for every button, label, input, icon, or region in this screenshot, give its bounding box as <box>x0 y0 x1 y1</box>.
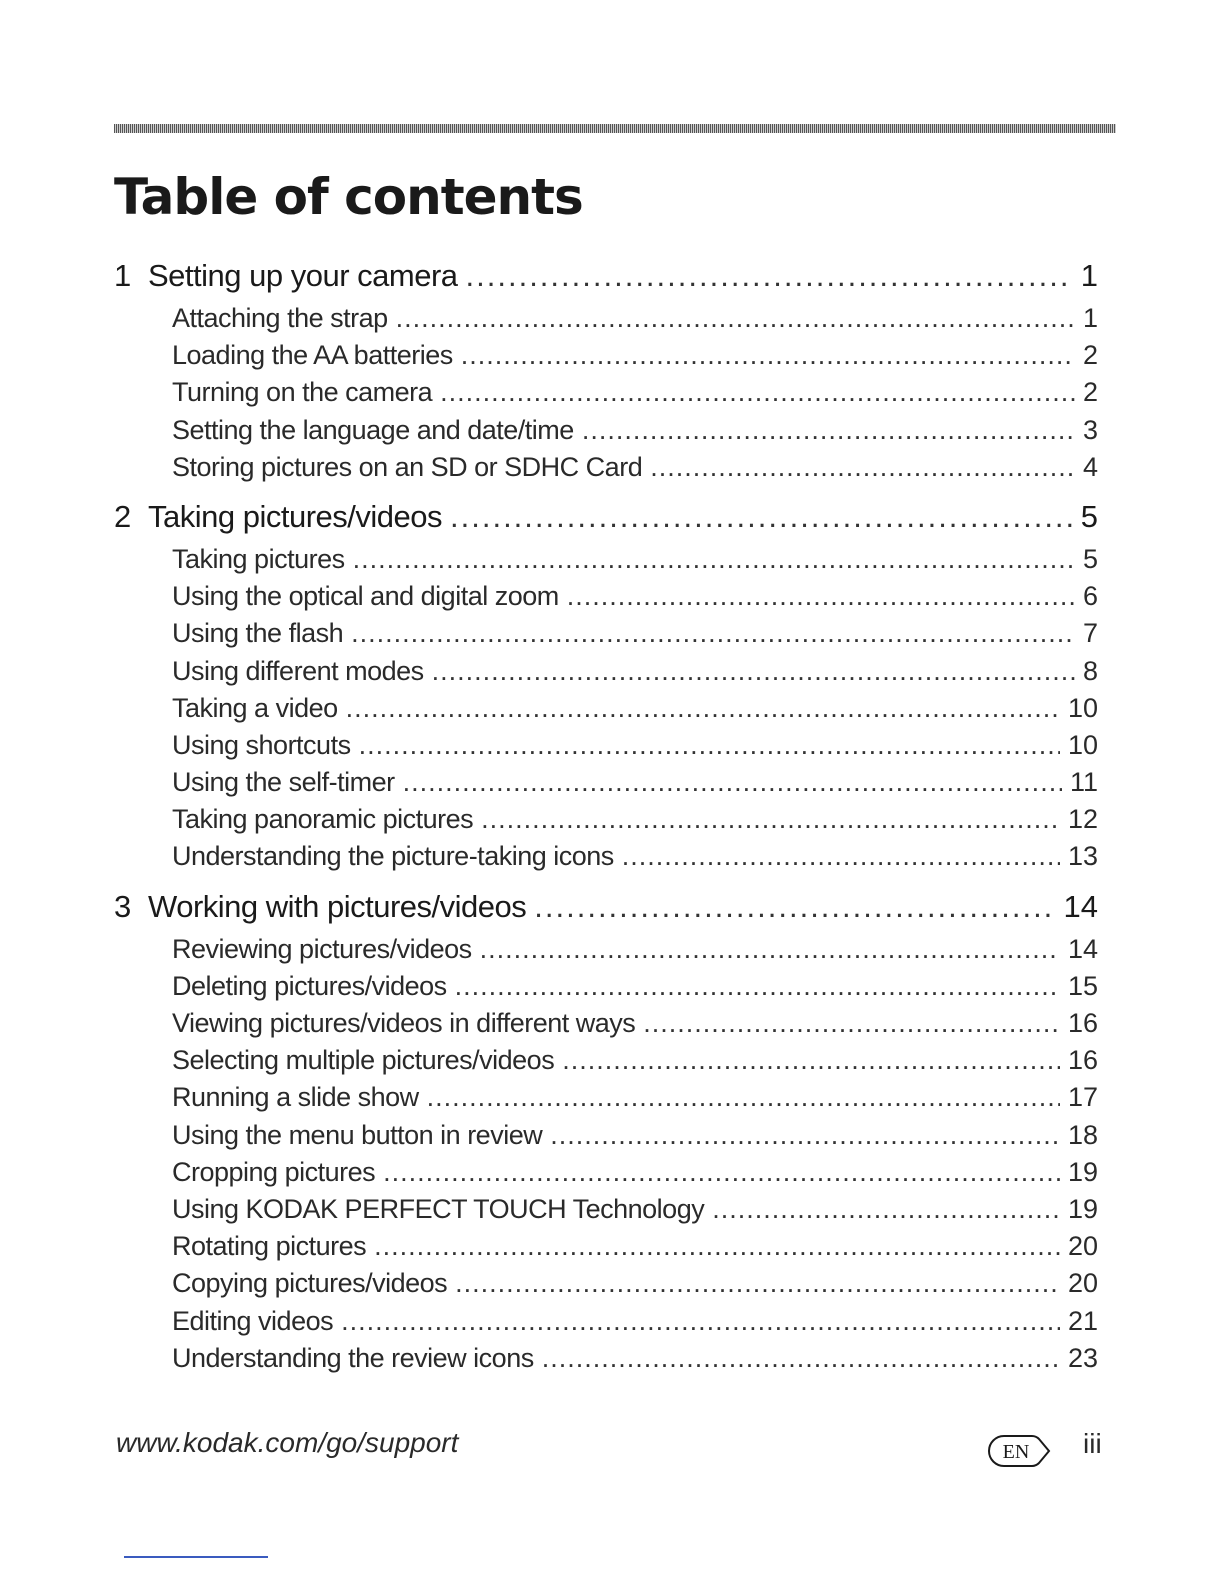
dot-leader <box>341 1306 1060 1337</box>
entry-page: 6 <box>1082 581 1098 612</box>
chapter-number: 1 <box>114 258 132 293</box>
entry-page: 4 <box>1082 451 1098 482</box>
toc-entry[interactable] <box>114 971 1098 1008</box>
entry-page: 8 <box>1082 655 1098 686</box>
entry-page: 7 <box>1082 618 1098 649</box>
dot-leader <box>643 1008 1060 1039</box>
entry-title: Understanding the review icons <box>172 1342 534 1373</box>
entry-page: 21 <box>1067 1305 1098 1336</box>
toc-entry[interactable] <box>114 656 1098 693</box>
dot-leader <box>582 415 1075 446</box>
entry-page: 10 <box>1067 692 1098 723</box>
page-title: Table of contents <box>114 168 583 226</box>
dot-leader <box>353 544 1075 575</box>
entry-title: Reviewing pictures/videos <box>172 933 472 964</box>
chapter-title: Working with pictures/videos <box>148 888 527 924</box>
dot-leader <box>562 1045 1060 1076</box>
entry-page: 17 <box>1067 1082 1098 1113</box>
entry-title: Taking panoramic pictures <box>172 804 474 835</box>
entry-title: Deleting pictures/videos <box>172 970 447 1001</box>
entry-title: Storing pictures on an SD or SDHC Card <box>172 451 643 482</box>
entry-title: Attaching the strap <box>172 303 388 333</box>
entry-page: 10 <box>1067 729 1098 760</box>
chapter-page: 1 <box>1080 258 1098 293</box>
entry-title: Rotating pictures <box>172 1231 367 1262</box>
dot-leader <box>351 618 1075 649</box>
dot-leader <box>550 1120 1060 1151</box>
toc-entry[interactable] <box>114 934 1098 971</box>
entry-title: Using the flash <box>172 618 344 649</box>
entry-page: 11 <box>1069 767 1098 798</box>
toc-entry[interactable] <box>114 1008 1098 1045</box>
entry-title: Using the optical and digital zoom <box>172 581 559 612</box>
entry-title: Editing videos <box>172 1305 334 1336</box>
top-rule <box>114 124 1116 133</box>
entry-title: Loading the AA batteries <box>172 340 453 371</box>
dot-leader <box>440 377 1075 408</box>
dot-leader <box>432 656 1075 687</box>
entry-page: 20 <box>1067 1268 1098 1299</box>
chapter-heading[interactable] <box>114 889 1098 934</box>
dot-leader <box>427 1082 1060 1113</box>
entry-title: Using the self-timer <box>172 767 395 798</box>
table-of-contents <box>114 258 1098 1390</box>
chapter-title: Taking pictures/videos <box>148 498 442 534</box>
entry-title: Using the menu button in review <box>172 1119 543 1150</box>
chapter-heading[interactable] <box>114 258 1098 303</box>
dot-leader <box>403 767 1062 798</box>
entry-title: Running a slide show <box>172 1082 419 1113</box>
chapter-page: 14 <box>1063 888 1098 924</box>
toc-entry[interactable] <box>114 1343 1098 1380</box>
toc-entry[interactable] <box>114 1082 1098 1119</box>
toc-entry[interactable] <box>114 340 1098 377</box>
dot-leader <box>461 340 1075 371</box>
entry-page: 20 <box>1067 1231 1098 1262</box>
toc-entry[interactable] <box>114 730 1098 767</box>
toc-entry[interactable] <box>114 1268 1098 1305</box>
page-number: iii <box>1083 1428 1102 1459</box>
toc-entry[interactable] <box>114 377 1098 414</box>
dot-leader <box>622 841 1060 872</box>
toc-entry[interactable] <box>114 767 1098 804</box>
toc-entry[interactable] <box>114 618 1098 655</box>
entry-page: 1 <box>1082 303 1098 333</box>
dot-leader <box>450 499 1073 535</box>
chapter-heading[interactable] <box>114 499 1098 544</box>
entry-title: Using shortcuts <box>172 729 351 760</box>
toc-entry[interactable] <box>114 1120 1098 1157</box>
toc-entry[interactable] <box>114 452 1098 489</box>
dot-leader <box>374 1231 1060 1262</box>
entry-page: 19 <box>1067 1156 1098 1187</box>
entry-title: Viewing pictures/videos in different ways <box>172 1008 636 1038</box>
entry-page: 13 <box>1067 841 1098 872</box>
entry-page: 15 <box>1067 970 1098 1001</box>
language-badge-text: EN <box>1002 1441 1030 1463</box>
toc-entry[interactable] <box>114 1157 1098 1194</box>
entry-page: 14 <box>1067 933 1098 964</box>
dot-leader <box>542 1343 1060 1374</box>
entry-page: 2 <box>1082 340 1098 371</box>
chapter-number: 3 <box>114 888 132 924</box>
entry-page: 23 <box>1067 1342 1098 1373</box>
dot-leader <box>346 693 1060 724</box>
entry-title: Turning on the camera <box>172 377 433 408</box>
dot-leader <box>396 303 1075 334</box>
toc-entry[interactable] <box>114 1306 1098 1343</box>
entry-title: Selecting multiple pictures/videos <box>172 1045 555 1076</box>
entry-page: 5 <box>1082 543 1098 574</box>
dot-leader <box>650 452 1075 483</box>
chapter-block <box>114 889 1098 1380</box>
dot-leader <box>359 730 1060 761</box>
toc-entry[interactable] <box>114 693 1098 730</box>
entry-page: 18 <box>1067 1119 1098 1150</box>
toc-entry[interactable] <box>114 1231 1098 1268</box>
entry-title: Using different modes <box>172 655 424 686</box>
toc-entry[interactable] <box>114 303 1098 340</box>
support-link[interactable]: www.kodak.com/go/support <box>116 1427 459 1458</box>
entry-page: 19 <box>1067 1193 1098 1224</box>
toc-entry[interactable] <box>114 415 1098 452</box>
en-language-icon <box>986 1433 1052 1469</box>
toc-entry[interactable] <box>114 581 1098 618</box>
entry-page: 12 <box>1067 804 1098 835</box>
entry-title: Taking pictures <box>172 543 345 574</box>
dot-leader <box>712 1194 1060 1225</box>
entry-page: 2 <box>1082 377 1098 408</box>
entry-title: Using KODAK PERFECT TOUCH Technology <box>172 1193 705 1224</box>
entry-page: 16 <box>1067 1008 1098 1038</box>
dot-leader <box>383 1157 1060 1188</box>
entry-title: Understanding the picture-taking icons <box>172 841 614 872</box>
entry-page: 3 <box>1082 414 1098 445</box>
toc-entry[interactable] <box>114 1194 1098 1231</box>
entry-title: Cropping pictures <box>172 1156 376 1187</box>
chapter-page: 5 <box>1080 498 1098 534</box>
entry-title: Copying pictures/videos <box>172 1268 448 1299</box>
entry-title: Setting the language and date/time <box>172 414 574 445</box>
toc-entry[interactable] <box>114 544 1098 581</box>
toc-entry[interactable] <box>114 1045 1098 1082</box>
chapter-block <box>114 499 1098 879</box>
dot-leader <box>466 258 1073 294</box>
dot-leader <box>455 971 1060 1002</box>
entry-page: 16 <box>1067 1045 1098 1076</box>
dot-leader <box>534 889 1055 925</box>
chapter-title: Setting up your camera <box>148 258 458 293</box>
toc-entry[interactable] <box>114 841 1098 878</box>
toc-entry[interactable] <box>114 804 1098 841</box>
chapter-number: 2 <box>114 498 132 534</box>
bottom-rule <box>124 1556 268 1558</box>
dot-leader <box>481 804 1060 835</box>
dot-leader <box>567 581 1075 612</box>
dot-leader <box>480 934 1060 965</box>
dot-leader <box>455 1268 1060 1299</box>
chapter-block <box>114 258 1098 489</box>
entry-title: Taking a video <box>172 692 338 723</box>
